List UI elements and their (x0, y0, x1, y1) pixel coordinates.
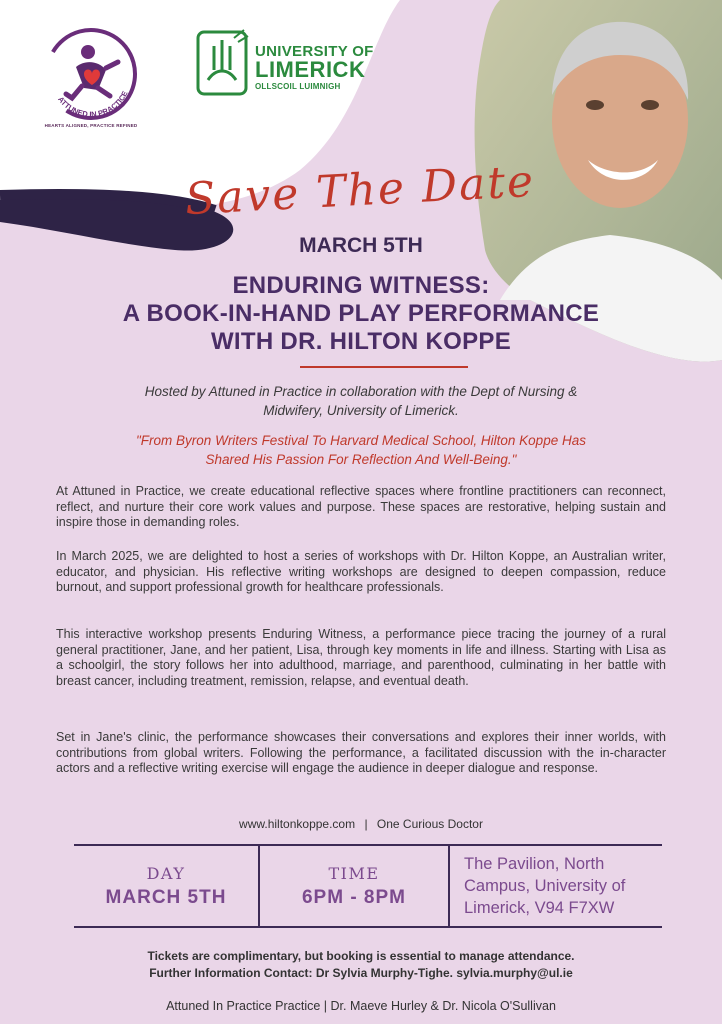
title-line-3: WITH DR. HILTON KOPPE (210, 328, 512, 355)
venue-line-3: Limerick, V94 F7XW (464, 899, 615, 917)
hosted-line-2: Midwifery, University of Limerick. (263, 403, 459, 418)
performance-paragraph: This interactive workshop presents Enduring Witness, a performance piece tracing the journey of a rural general practitioner, Jane, and her patient, Lisa, through key moments in life and illness. Starting with Lisa as a schoolgirl, the story follows her into adulthood, marriage, and parenthood, culminating in her battle with breast cancer, including treatment, remission, relapse, and eventual death. (56, 627, 666, 688)
ul-line-3: OLLSCOIL LUIMNIGH (255, 82, 341, 91)
time-cell (260, 846, 450, 926)
university-of-limerick-wordmark (255, 44, 374, 91)
day-value: MARCH 5TH (105, 886, 227, 908)
day-label: DAY (146, 863, 186, 883)
hosted-line-1: Hosted by Attuned in Practice in collaboration with the Dept of Nursing & (144, 384, 578, 399)
title-line-2: A BOOK-IN-HAND PLAY PERFORMANCE (122, 300, 600, 327)
links-separator: | (364, 817, 368, 831)
time-label: TIME (328, 863, 380, 883)
quote-line-2: Shared His Passion For Reflection And Well-Being." (205, 452, 517, 467)
quote-line-1: "From Byron Writers Festival To Harvard Medical School, Hilton Koppe Has (136, 433, 586, 448)
venue-cell (450, 846, 662, 926)
brand-name: One Curious Doctor (376, 817, 483, 831)
title-line-1: ENDURING WITNESS: (232, 272, 490, 299)
title-divider (300, 366, 468, 368)
venue-line-1: The Pavilion, North (464, 855, 605, 873)
ul-line-1: UNIVERSITY OF (255, 43, 374, 60)
venue-line-2: Campus, University of (464, 877, 626, 895)
event-details-table (74, 844, 662, 928)
save-the-date-script: Save The Date (183, 155, 537, 226)
website-link[interactable]: www.hiltonkoppe.com (239, 817, 356, 831)
attuned-logo-name: ATTUNED IN PRACTICE (56, 89, 130, 119)
ul-line-2: LIMERICK (255, 57, 366, 82)
tickets-line-2: Further Information Contact: Dr Sylvia Murphy-Tighe. sylvia.murphy@ul.ie (149, 966, 573, 980)
pull-quote (56, 431, 666, 469)
event-date-heading: MARCH 5TH (299, 234, 423, 257)
day-cell (74, 846, 260, 926)
tickets-info (0, 948, 722, 982)
clinic-paragraph: Set in Jane's clinic, the performance showcases their conversations and explores their inner worlds, with contributions from global writers. Following the performance, a facilitated discussion with the in-character actors and a reflective writing exercise will engage the audience in deeper dialogue and response. (56, 730, 666, 775)
tickets-line-1: Tickets are complimentary, but booking is essential to manage attendance. (147, 949, 575, 963)
time-value: 6PM - 8PM (301, 886, 407, 908)
workshops-paragraph: In March 2025, we are delighted to host a series of workshops with Dr. Hilton Koppe, an Australian writer, educator, and physician. His reflective writing workshops are designed to deepen compassion, reduce burnout, and support professional growth for healthcare professionals. (56, 549, 666, 594)
event-title (0, 272, 722, 356)
hosted-by-text (80, 382, 642, 420)
footer-credits: Attuned In Practice Practice | Dr. Maeve Hurley & Dr. Nicola O'Sullivan (166, 999, 556, 1013)
attuned-logo-tagline: HEARTS ALIGNED, PRACTICE REFINED (44, 123, 138, 128)
links-line (0, 817, 722, 831)
intro-paragraph: At Attuned in Practice, we create educational reflective spaces where frontline practitioners can reconnect, reflect, and nurture their core work values and purpose. These spaces are restorative, helping sustain and inspire those in demanding roles. (56, 484, 666, 529)
attuned-in-practice-logo (36, 22, 146, 134)
